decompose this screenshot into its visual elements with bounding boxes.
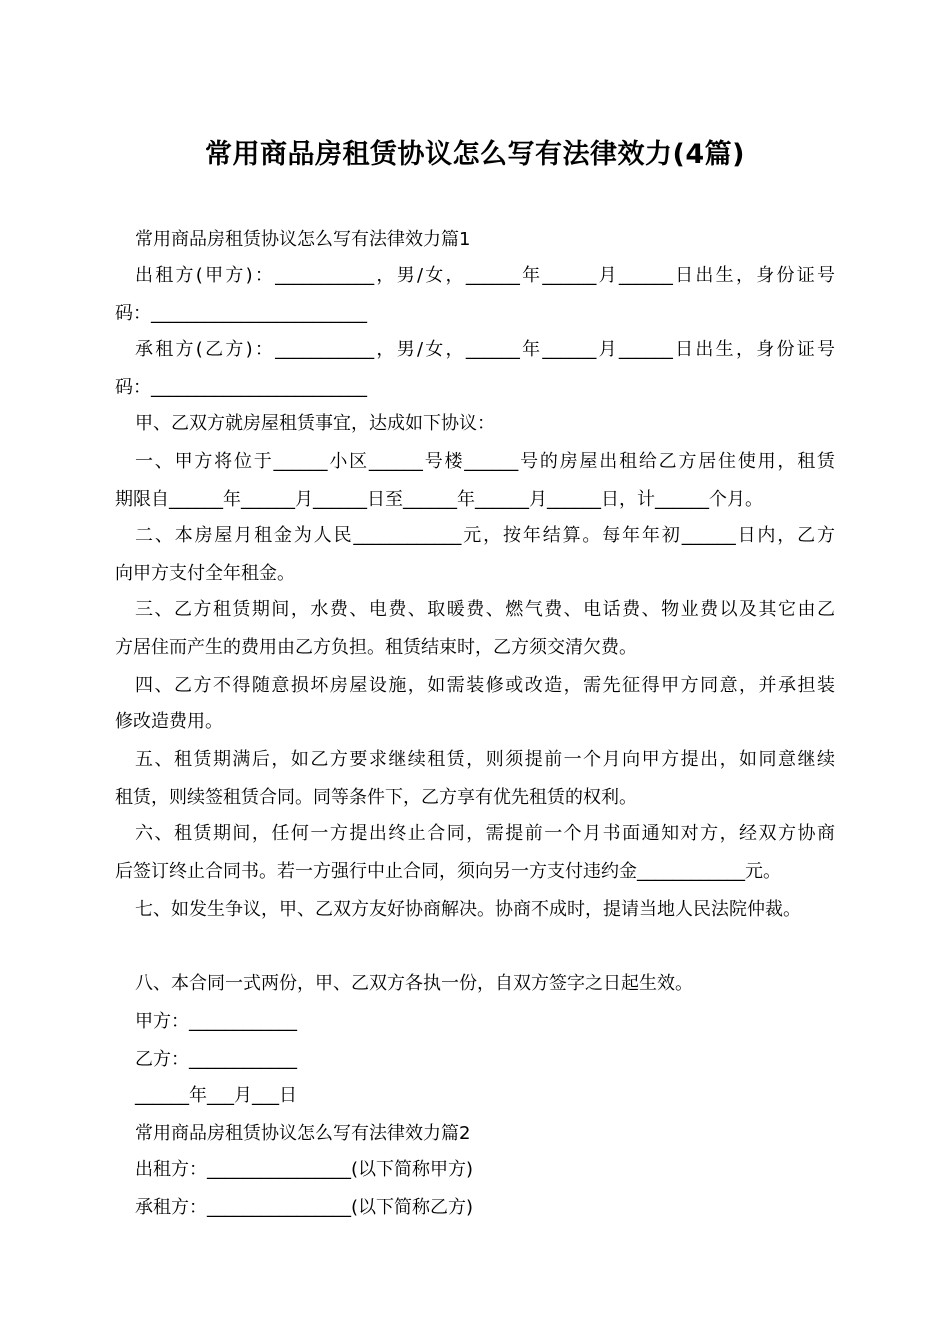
section-2-lessee: 承租方：________________(以下简称乙方) <box>135 1197 474 1218</box>
lessor-id-line: 码：________________________ <box>115 303 367 324</box>
clause-1-line-1: 一、甲方将位于______小区______号楼______号的房屋出租给乙方居住使用，租赁 <box>135 451 835 472</box>
clause-5-line-1: 五、租赁期满后，如乙方要求继续租赁，则须提前一个月向甲方提出，如同意继续 <box>135 749 835 770</box>
clause-7: 七、如发生争议，甲、乙双方友好协商解决。协商不成时，提请当地人民法院仲裁。 <box>135 899 801 920</box>
section-heading-2: 常用商品房租赁协议怎么写有法律效力篇2 <box>135 1123 471 1144</box>
party-a-signature: 甲方：____________ <box>135 1011 297 1032</box>
clause-1-line-2: 期限自______年______月______日至______年______月______日，计______个月。 <box>115 489 763 510</box>
document-title: 常用商品房租赁协议怎么写有法律效力(4篇) <box>205 139 745 170</box>
clause-3-line-2: 方居住而产生的费用由乙方负担。租赁结束时，乙方须交清欠费。 <box>115 637 637 658</box>
clause-4-line-1: 四、乙方不得随意损坏房屋设施，如需装修或改造，需先征得甲方同意，并承担装 <box>135 675 835 696</box>
clause-5-line-2: 租赁，则续签租赁合同。同等条件下，乙方享有优先租赁的权利。 <box>115 787 637 808</box>
signature-date: ______年___月___日 <box>135 1085 297 1106</box>
lessee-id-line: 码：________________________ <box>115 377 367 398</box>
clause-6-line-2: 后签订终止合同书。若一方强行中止合同，须向另一方支付违约金____________元。 <box>115 861 781 882</box>
clause-2-line-1: 二、本房屋月租金为人民____________元，按年结算。每年年初______日内，乙方 <box>135 525 835 546</box>
clause-4-line-2: 修改造费用。 <box>115 711 223 732</box>
section-heading-1: 常用商品房租赁协议怎么写有法律效力篇1 <box>135 229 471 250</box>
lessor-info-line: 出租方(甲方)：___________，男/女，______年______月______日出生，身份证号 <box>135 265 835 286</box>
clause-8: 八、本合同一式两份，甲、乙双方各执一份，自双方签字之日起生效。 <box>135 973 693 994</box>
agreement-intro: 甲、乙双方就房屋租赁事宜，达成如下协议： <box>135 413 495 434</box>
section-2-lessor: 出租方：________________(以下简称甲方) <box>135 1159 474 1180</box>
lessee-info-line: 承租方(乙方)：___________，男/女，______年______月______日出生，身份证号 <box>135 339 835 360</box>
clause-6-line-1: 六、租赁期间，任何一方提出终止合同，需提前一个月书面通知对方，经双方协商 <box>135 823 835 844</box>
clause-3-line-1: 三、乙方租赁期间，水费、电费、取暖费、燃气费、电话费、物业费以及其它由乙 <box>135 599 835 620</box>
party-b-signature: 乙方：____________ <box>135 1049 297 1070</box>
clause-2-line-2: 向甲方支付全年租金。 <box>115 563 295 584</box>
